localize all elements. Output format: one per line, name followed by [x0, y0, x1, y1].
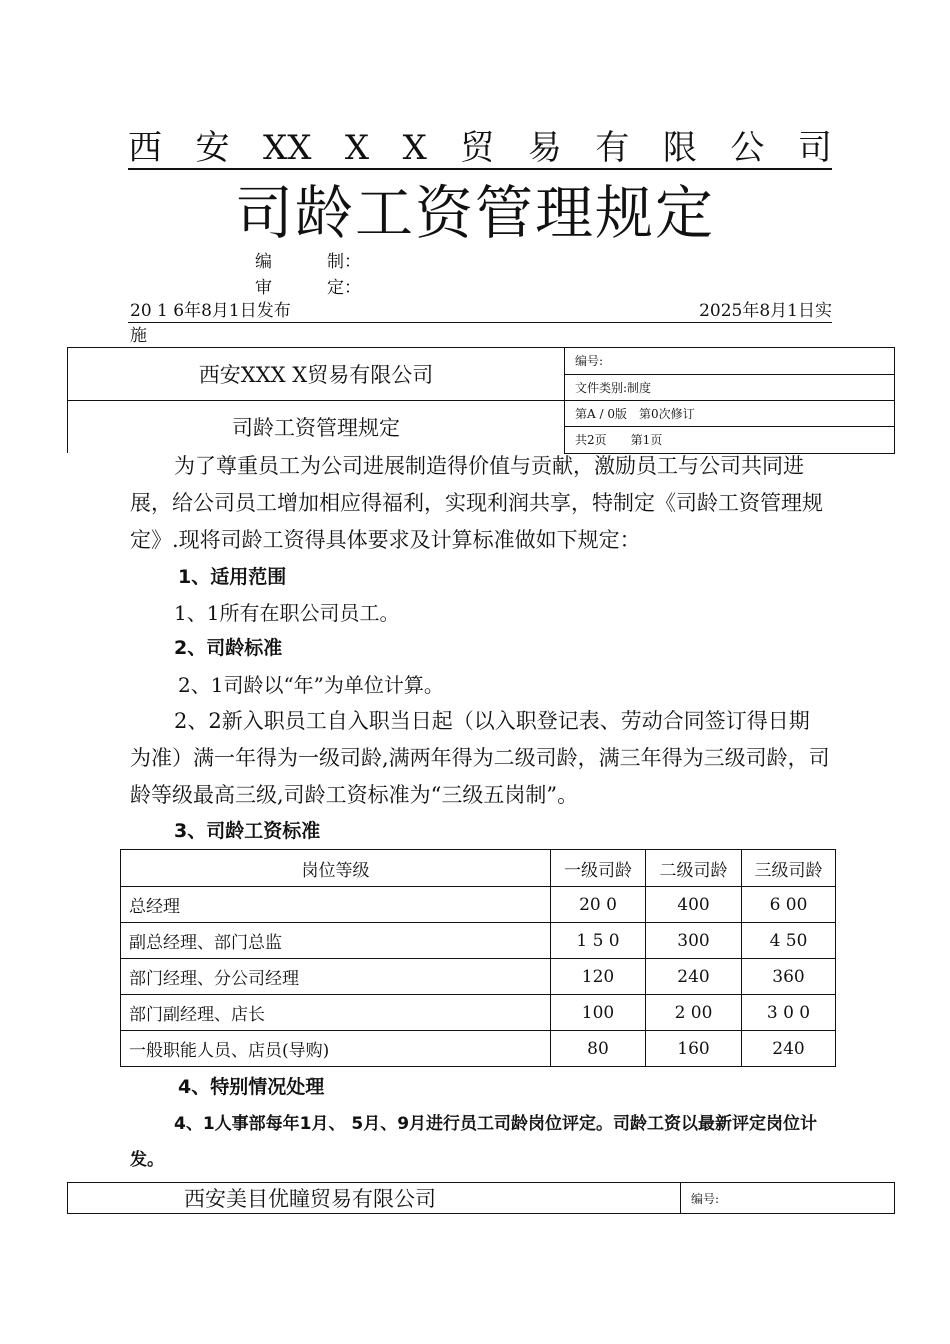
header-number-label: 编号:: [565, 348, 895, 375]
table-cell: 部门经理、分公司经理: [121, 959, 551, 995]
table-row: [121, 959, 836, 995]
table-cell: 360: [742, 959, 836, 995]
table-header-cell: 二级司龄: [646, 850, 742, 887]
publish-date: 20 1 6年8月1日发布: [130, 301, 291, 321]
table-cell: 1 5 0: [551, 923, 646, 959]
table-cell: 3 0 0: [742, 995, 836, 1031]
table-cell: 240: [646, 959, 742, 995]
company-char: 贸: [460, 128, 495, 168]
table-cell: 4 50: [742, 923, 836, 959]
table-row: [121, 887, 836, 923]
footer-company: 西安美目优瞳贸易有限公司: [68, 1183, 681, 1214]
table-cell: 240: [742, 1031, 836, 1067]
table-header-cell: 一级司龄: [551, 850, 646, 887]
header-pages: 共2页 第1页: [565, 427, 895, 453]
table-cell: 副总经理、部门总监: [121, 923, 551, 959]
company-char: 公: [730, 128, 765, 168]
table-cell: 300: [646, 923, 742, 959]
section-3-heading: 3、司龄工资标准: [174, 820, 321, 842]
compiled-label-1: 编: [255, 252, 272, 272]
company-char: X: [344, 128, 370, 168]
intro-paragraph: 为了尊重员工为公司进展制造得价值与贡献，激励员工与公司共同进展，给公司员工增加相应得福利，实现利润共享，特制定《司龄工资管理规定》.现将司龄工资得具体要求及计算标准做如下规定：: [130, 454, 823, 552]
company-char: XX: [263, 128, 312, 168]
company-char: 安: [195, 128, 230, 168]
company-char: X: [402, 128, 427, 168]
table-row: [121, 1031, 836, 1067]
compiled-label-2: 制：: [327, 252, 361, 272]
company-char: 易: [527, 128, 562, 168]
compiled-by-row: [255, 251, 387, 273]
section-2-2: 2、2新入职员工自入职当日起（以入职登记表、劳动合同签订得日期为准）满一年得为一级司龄,满两年得为二级司龄，满三年得为三级司龄，司龄等级最高三级,司龄工资标准为“三级五岗制”。: [130, 709, 830, 807]
table-row: [121, 923, 836, 959]
table-header-cell: 岗位等级: [121, 850, 551, 887]
company-name-heading: [128, 128, 832, 170]
section-2-1: 2、1司龄以“年”为单位计算。: [178, 673, 444, 697]
section-1-1: 1、1所有在职公司员工。: [174, 601, 400, 625]
header-company: 西安XXX X贸易有限公司: [68, 348, 565, 401]
reviewed-label-1: 审: [255, 278, 272, 298]
document-title: 司龄工资管理规定: [234, 179, 715, 247]
effective-date-wrap: 施: [130, 326, 147, 346]
table-cell: 6 00: [742, 887, 836, 923]
header-doc-title: 司龄工资管理规定: [68, 401, 565, 454]
salary-standard-table: [120, 849, 836, 1067]
table-header-row: [121, 850, 836, 887]
next-page-header-box: [67, 1182, 895, 1214]
effective-date: 2025年8月1日实: [699, 301, 832, 321]
table-cell: 20 0: [551, 887, 646, 923]
table-header-cell: 三级司龄: [742, 850, 836, 887]
table-cell: 2 00: [646, 995, 742, 1031]
section-4-1: 4、1人事部每年1月、 5月、9月进行员工司龄岗位评定。司龄工资以最新评定岗位计发。: [130, 1114, 818, 1170]
table-cell: 400: [646, 887, 742, 923]
table-cell: 120: [551, 959, 646, 995]
table-cell: 一般职能人员、店员(导购): [121, 1031, 551, 1067]
footer-number-label: 编号:: [681, 1183, 895, 1214]
table-cell: 部门副经理、店长: [121, 995, 551, 1031]
date-line: [128, 300, 832, 323]
company-char: 有: [595, 128, 630, 168]
table-cell: 100: [551, 995, 646, 1031]
table-row: [121, 995, 836, 1031]
section-2-heading: 2、司龄标准: [174, 637, 283, 659]
header-version: 第A / 0版 第0次修订: [565, 401, 895, 427]
company-char: 司: [797, 128, 832, 168]
table-cell: 80: [551, 1031, 646, 1067]
reviewed-label-2: 定：: [327, 278, 361, 298]
table-cell: 160: [646, 1031, 742, 1067]
reviewed-by-row: [255, 277, 387, 299]
company-char: 西: [128, 128, 162, 168]
document-header-box: [67, 347, 895, 454]
table-cell: 总经理: [121, 887, 551, 923]
section-4-heading: 4、特别情况处理: [178, 1076, 325, 1098]
section-1-heading: 1、适用范围: [178, 566, 287, 588]
company-char: 限: [662, 128, 697, 168]
header-file-type: 文件类别:制度: [565, 374, 895, 401]
